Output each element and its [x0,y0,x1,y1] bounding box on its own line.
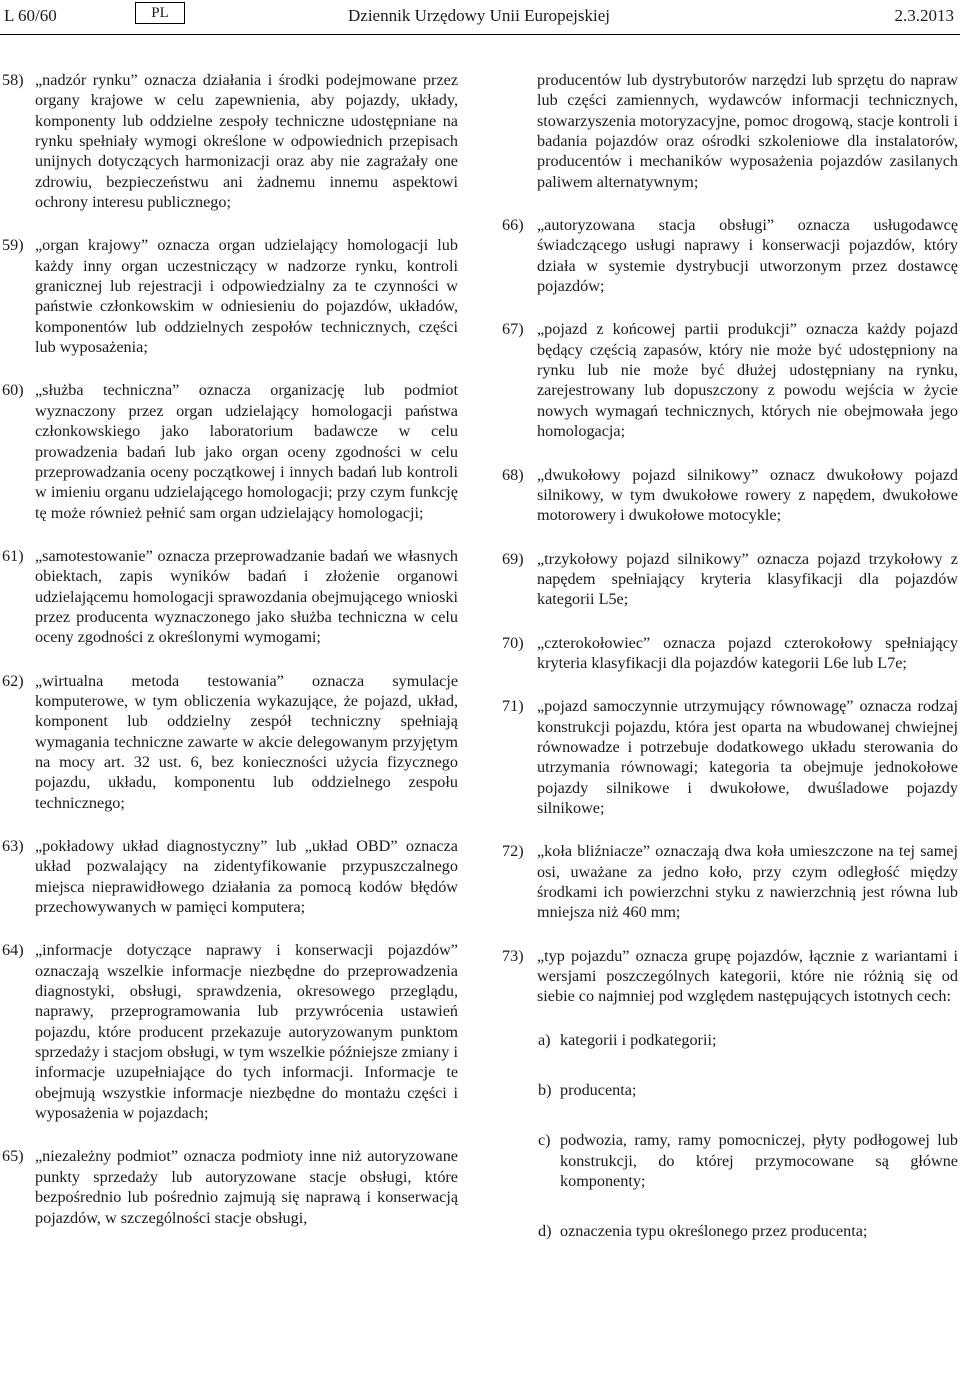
sub-item-letter: a) [538,1030,551,1049]
item-number: 68) [502,465,524,484]
sub-item-text: podwozia, ramy, ramy pomocniczej, płyty podłogowej lub konstrukcji, do której przymocowane są główne komponenty; [560,1131,958,1191]
page-reference: L 60/60 [4,6,57,25]
sub-item-letter: c) [538,1131,551,1150]
definition-item [2,235,458,357]
item-number: 61) [2,546,24,565]
sub-item [502,1080,958,1100]
sub-item-letter: d) [538,1222,552,1241]
item-text: „trzykołowy pojazd silnikowy” oznacza pojazd trzykołowy z napędem spełniający kryteria klasyfikacji dla pojazdów kategorii L5e; [537,549,958,609]
item-text: „wirtualna metoda testowania” oznacza symulacje komputerowe, w tym obliczenia wykazujące, że pojazd, układ, komponent lub oddzielny zespół techniczny spełniają wymagania techniczne zawarte w akcie delegowanym przyjętym na mocy art. 32 ust. 6, bez konieczności użycia fizycznego pojazdu, układu, komponentu lub oddzielnego zespołu technicznego; [35,671,458,812]
item-number: 71) [502,697,524,716]
sub-item-text: kategorii i podkategorii; [560,1030,717,1049]
definition-item [502,319,958,441]
right-column [502,70,958,1272]
definition-item [502,696,958,818]
item-text: „czterokołowiec” oznacza pojazd czterokołowy spełniający kryteria klasyfikacji dla pojazdów kategorii L6e lub L7e; [537,633,958,672]
item-text: „pojazd z końcowej partii produkcji” oznacza każdy pojazd będący częścią zapasów, który nie może być udostępniony na rynku lub nie może być dłużej udostępniany na rynku, zarejestrowany lub dopuszczony z powodu wejścia w życie nowych wymagań technicznych, których nie obejmowała jego homologacja; [537,320,958,441]
sub-item [502,1130,958,1191]
page-header [0,0,960,36]
definition-item [502,633,958,674]
item-text: „samotestowanie” oznacza przeprowadzanie badań we własnych obiektach, zapis wyników badań i złożenie organowi udzielającemu homologacji sprawozdania obejmującego wnioski przez producenta wyznaczonego jako służba techniczna w celu oceny zgodności z określonymi wymogami; [35,546,458,647]
item-text: „informacje dotyczące naprawy i konserwacji pojazdów” oznaczają wszelkie informacje niezbędne do przeprowadzenia diagnostyki, obsługi, sprawdzenia, okresowego przeglądu, naprawy, przeprogramowania lub przywrócenia ustawień pojazdu, które producent przekazuje autoryzowanym punktom sprzedaży i stacjom obsługi, w tym wszelkie późniejsze zmiany i informacje uzupełniające do tych informacji. Informacje te obejmują wszystkie informacje niezbędne do montażu części i wyposażenia w pojazdach; [35,941,458,1123]
item-number: 59) [2,236,24,255]
definition-item [502,841,958,922]
item-text: „służba techniczna” oznacza organizację lub podmiot wyznaczony przez organ udzielający homologacji państwa członkowskiego jako laboratorium badawcze w celu prowadzenia badań lub jako organ oceny zgodności w celu przeprowadzania oceny początkowej i innych badań lub kontroli w imieniu organu udzielającego homologacji; przy czym funkcję tę może również pełnić sam organ udzielający homologacji; [35,381,458,522]
definition-item [2,70,458,212]
item-number: 65) [2,1147,24,1166]
definition-item [502,215,958,296]
item-text: „organ krajowy” oznacza organ udzielający homologacji lub każdy inny organ uczestniczący w nadzorze rynku, kontroli granicznej lub rejestracji i odpowiedzialny za te czynności w państwie członkowskim w odniesieniu do pojazdów, układów, komponentów lub oddzielnych zespołów technicznych, części lub wyposażenia; [35,236,458,357]
item-number: 70) [502,633,524,652]
item-number: 63) [2,837,24,855]
item-text: „dwukołowy pojazd silnikowy” oznacz dwukołowy pojazd silnikowy, w tym dwukołowe rowery z napędem, dwukołowe motorowery i dwukołowe motocykle; [537,465,958,525]
item-number: 72) [502,842,524,861]
definition-item [502,465,958,526]
sub-item-text: producenta; [560,1081,637,1100]
item-number: 67) [502,320,524,339]
definition-item [502,946,958,1007]
item-number: 62) [2,671,24,690]
sub-item [502,1030,958,1050]
language-badge: PL [135,2,185,24]
definition-item [2,380,458,522]
item-text: „nadzór rynku” oznacza działania i środki podejmowane przez organy krajowe w celu zapewnienia, aby pojazdy, układy, komponenty lub oddzielne zespoły techniczne udostępniane na rynku spełniały wymogi określone w odpowiednich przepisach unijnych dotyczących harmonizacji oraz aby nie zagrażały one zdrowiu, bezpieczeństwu ani żadnemu innemu aspektowi ochrony interesu publicznego; [35,71,458,212]
journal-title: Dziennik Urzędowy Unii Europejskiej [348,6,611,25]
item-number: 60) [2,381,24,400]
item-number: 58) [2,71,24,89]
publication-date: 2.3.2013 [894,6,954,25]
continued-text: producentów lub dystrybutorów narzędzi lub sprzętu do napraw lub części zamiennych, wydawców informacji technicznych, stowarzyszenia motoryzacyjne, pomoc drogową, stacje kontroli i badania pojazdów oraz ośrodki szkoleniowe dla instalatorów, producentów i mechaników wyposażenia pojazdów zasilanych paliwem alternatywnym; [537,71,958,191]
item-number: 73) [502,946,524,965]
sub-item-text: oznaczenia typu określonego przez producenta; [560,1222,868,1241]
item-text: „pojazd samoczynnie utrzymujący równowagę” oznacza rodzaj konstrukcji pojazdu, która jest oparta na wbudowanej chwiejnej równowadze i potrzebuje dodatkowego układu sterowania do utrzymania równowagi; kategoria ta obejmuje jednokołowe pojazdy silnikowe i dwukołowe, dwuśladowe pojazdy silnikowe; [537,697,958,817]
item-text: „typ pojazdu” oznacza grupę pojazdów, łącznie z wariantami i wersjami poszczególnych kategorii, które nie różnią się od siebie co najmniej pod względem następujących istotnych cech: [537,946,958,1006]
item-text: „pokładowy układ diagnostyczny” lub „układ OBD” oznacza układ pozwalający na zidentyfikowanie przypuszczalnego miejsca nieprawidłowego działania za pomocą kodów błędów przechowywanych w pamięci komputera; [35,837,458,917]
item-number: 64) [2,941,24,960]
sub-item-letter: b) [538,1081,552,1100]
definition-item [502,549,958,610]
header-rule [0,34,960,35]
definition-item [2,1146,458,1227]
item-number: 66) [502,216,524,235]
definition-item [2,836,458,917]
definition-item [2,940,458,1123]
item-text: „niezależny podmiot” oznacza podmioty inne niż autoryzowane punkty sprzedaży lub autoryzowane stacje obsługi, które bezpośrednio lub pośrednio zajmują się naprawą i konserwacją pojazdów, w szczególności stacje obsługi, [35,1147,458,1227]
item-text: „koła bliźniacze” oznaczają dwa koła umieszczone na tej samej osi, uważane za jedno koło, przy czym odległość między środkami ich powierzchni styku z nawierzchnią jest równa lub mniejsza niż 460 mm; [537,842,958,922]
definition-item [2,671,458,813]
item-number: 69) [502,549,524,568]
item-text: „autoryzowana stacja obsługi” oznacza usługodawcę świadczącego usługi naprawy i konserwacji pojazdów, który działa w systemie dystrybucji utworzonym przez dostawcę pojazdów; [537,216,958,296]
sub-item [502,1221,958,1241]
left-column [2,70,458,1251]
definition-item [2,546,458,648]
